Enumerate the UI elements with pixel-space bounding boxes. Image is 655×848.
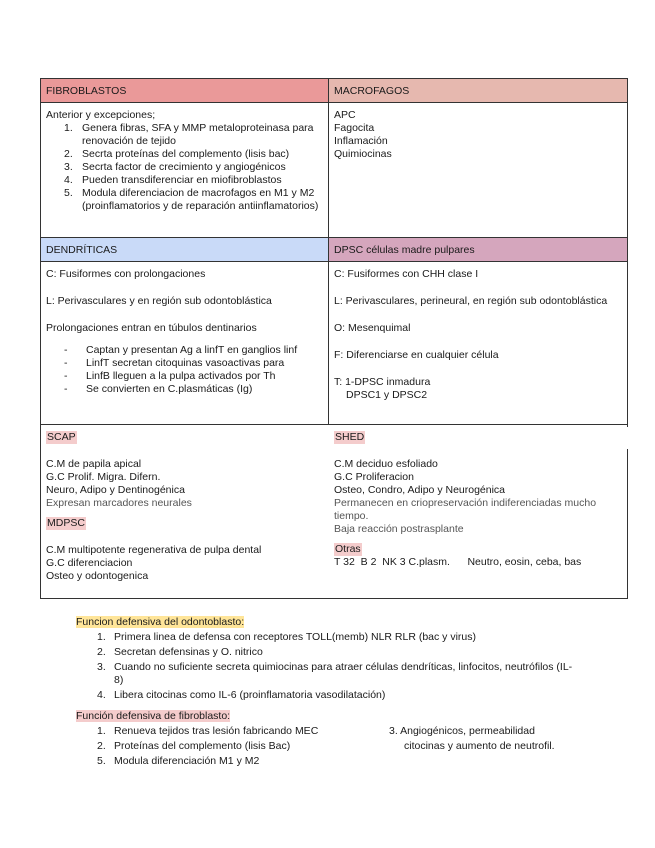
mdpsc-title: MDPSC — [47, 517, 85, 529]
mdpsc-line: Osteo y odontogenica — [46, 570, 149, 582]
dpsc-o: O: Mesenquimal — [334, 322, 411, 334]
shed-title: SHED — [335, 431, 365, 443]
list-item: - LinfB lleguen a la pulpa activados por Th — [64, 370, 276, 382]
shed-block — [329, 431, 627, 569]
scap-title: SCAP — [47, 431, 76, 443]
odonto-defense-title: Funcion defensiva del odontoblasto: — [76, 616, 245, 628]
dendri-header — [41, 238, 328, 262]
dpsc-t1: T: 1-DPSC inmadura — [334, 376, 431, 388]
mdpsc-line: C.M multipotente regenerativa de pulpa dental — [46, 544, 262, 556]
macro-body — [329, 109, 627, 161]
scap-block — [41, 431, 328, 583]
dpsc-t2: DPSC1 y DPSC2 — [346, 389, 428, 401]
list-item: - LinfT secretan citoquinas vasoactivas para — [64, 357, 285, 369]
dpsc-title: DPSC células madre pulpares — [334, 244, 475, 256]
dendri-title: DENDRÍTICAS — [46, 244, 118, 256]
fibro-body — [41, 109, 328, 213]
macro-line: Inflamación — [334, 135, 388, 147]
list-item: 3. Secrta factor de crecimiento y angiogénicos — [64, 161, 286, 173]
fibro-defense-right-line1: 3. Angiogénicos, permeabilidad — [389, 725, 535, 737]
list-item: 3. Cuando no suficiente secreta quimiocinas para atraer células dendríticas, linfocitos, neutrófilos (IL-8) — [97, 661, 573, 686]
fibro-header — [41, 79, 328, 103]
macro-header — [329, 79, 627, 103]
list-item: 2. Secretan defensinas y O. nitrico — [97, 646, 263, 658]
otras-title: Otras — [335, 543, 361, 555]
list-item: 2. Secrta proteínas del complemento (lisis bac) — [64, 148, 290, 160]
list-item: - Captan y presentan Ag a linfT en ganglios linf — [64, 344, 298, 356]
shed-line: G.C Proliferacion — [334, 471, 414, 483]
list-item: 2. Proteínas del complemento (lisis Bac) — [97, 740, 291, 752]
dpsc-f: F: Diferenciarse en cualquier célula — [334, 349, 499, 361]
macro-line: APC — [334, 109, 356, 121]
list-item: 4. Libera citocinas como IL-6 (proinflamatoria vasodilatación) — [97, 689, 386, 701]
dendri-body — [41, 268, 328, 396]
list-item: 5. Modula diferenciación M1 y M2 — [97, 755, 260, 767]
dendri-list — [46, 344, 323, 396]
macro-title: MACROFAGOS — [334, 85, 410, 97]
list-item: 1. Primera linea de defensa con receptores TOLL(memb) NLR RLR (bac y virus) — [97, 631, 477, 643]
fibro-list — [46, 122, 323, 213]
dpsc-l: L: Perivasculares, perineural, en región sub odontoblástica — [334, 295, 608, 307]
odonto-defense — [76, 616, 616, 702]
dpsc-body — [329, 268, 627, 402]
odonto-defense-list — [76, 631, 616, 702]
list-item: 1. Renueva tejidos tras lesión fabricando MEC — [97, 725, 319, 737]
shed-gray: Baja reacción postrasplante — [334, 523, 464, 535]
otras-line: T 32 B 2 NK 3 C.plasm. Neutro, eosin, ceba, bas — [334, 556, 582, 568]
list-item: 1. Genera fibras, SFA y MMP metaloproteinasa para renovación de tejido — [64, 122, 314, 147]
dpsc-header — [329, 238, 627, 262]
shed-line: Osteo, Condro, Adipo y Neurogénica — [334, 484, 506, 496]
dpsc-c: C: Fusiformes con CHH clase I — [334, 268, 479, 280]
dendri-l: L: Perivasculares y en región sub odontoblástica — [46, 295, 272, 307]
fibro-defense-title: Función defensiva de fibroblasto: — [76, 710, 231, 722]
macro-line: Quimiocinas — [334, 148, 392, 160]
bottom-right-border — [627, 449, 628, 599]
fibro-defense-right — [389, 725, 619, 753]
dendri-c: C: Fusiformes con prolongaciones — [46, 268, 206, 280]
list-item: - Se convierten en C.plasmáticas (Ig) — [64, 383, 253, 395]
scap-gray: Expresan marcadores neurales — [46, 497, 192, 509]
list-item: 4. Pueden transdiferenciar en miofibroblastos — [64, 174, 282, 186]
fibro-defense-right-line2: citocinas y aumento de neutrofil. — [404, 740, 555, 752]
mdpsc-line: G.C diferenciacion — [46, 557, 133, 569]
fibro-intro: Anterior y excepciones; — [46, 109, 156, 121]
scap-line: C.M de papila apical — [46, 458, 142, 470]
scap-line: Neuro, Adipo y Dentinogénica — [46, 484, 185, 496]
list-item: 5. Modula diferenciacion de macrofagos en M1 y M2 (proinflamatorios y de reparación antiinflamatorios) — [64, 187, 319, 212]
dendri-prolong: Prolongaciones entran en túbulos dentinarios — [46, 322, 257, 334]
shed-gray: Permanecen en criopreservación indiferenciadas mucho tiempo. — [334, 497, 597, 522]
macro-line: Fagocita — [334, 122, 375, 134]
shed-line: C.M deciduo esfoliado — [334, 458, 438, 470]
scap-line: G.C Prolif. Migra. Difern. — [46, 471, 161, 483]
fibro-title: FIBROBLASTOS — [46, 85, 127, 97]
